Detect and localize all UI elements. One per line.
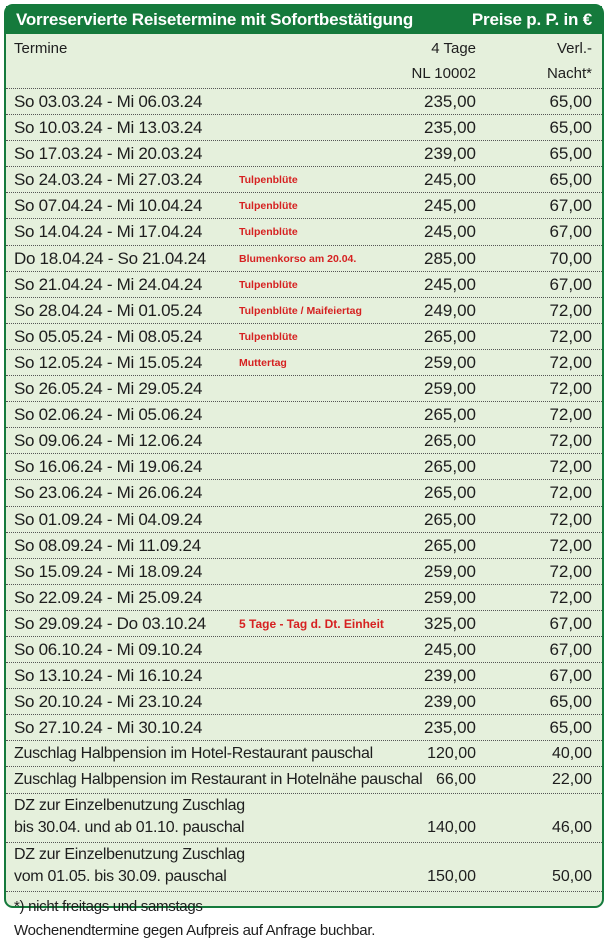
table-row <box>6 219 602 245</box>
price-verl-nacht: 65,00 <box>549 118 592 138</box>
table-row <box>6 767 602 793</box>
price-4-tage: 259,00 <box>424 352 476 372</box>
price-verl-nacht: 72,00 <box>549 457 592 477</box>
price-4-tage: 265,00 <box>424 535 476 555</box>
price-4-tage: 325,00 <box>424 613 476 633</box>
price-verl-nacht: 72,00 <box>549 379 592 399</box>
date-range: So 13.10.24 - Mi 16.10.24 <box>14 666 203 686</box>
price-4-tage: 259,00 <box>424 379 476 399</box>
date-rows <box>6 89 602 741</box>
event-note: Tulpenblüte <box>239 200 298 213</box>
table-row <box>6 843 602 892</box>
event-note: Blumenkorso am 20.04. <box>239 252 357 265</box>
price-unit-label: Preise p. P. in € <box>471 10 592 29</box>
price-verl-nacht: 72,00 <box>549 431 592 451</box>
table-row <box>6 272 602 298</box>
footnote-weekend: Wochenendtermine gegen Aufpreis auf Anfrage buchbar. <box>14 921 376 939</box>
price-4-tage: 259,00 <box>424 561 476 581</box>
date-range: So 22.09.24 - Mi 25.09.24 <box>14 587 203 607</box>
col-4-tage: 4 Tage <box>431 40 476 57</box>
price-4-tage: 245,00 <box>424 639 476 659</box>
price-verl-nacht: 67,00 <box>549 639 592 659</box>
price-4-tage: 249,00 <box>424 300 476 320</box>
price-4-tage: 245,00 <box>424 196 476 216</box>
single-use-label: DZ zur Einzelbenutzung Zuschlag <box>14 845 245 863</box>
price-4-tage: 265,00 <box>424 405 476 425</box>
event-note: Tulpenblüte <box>239 226 298 239</box>
table-row <box>6 167 602 193</box>
single-use-label: DZ zur Einzelbenutzung Zuschlag <box>14 796 245 814</box>
date-range: So 17.03.24 - Mi 20.03.24 <box>14 144 203 164</box>
price-verl-nacht: 50,00 <box>551 867 592 885</box>
price-verl-nacht: 72,00 <box>549 405 592 425</box>
table-header-bar <box>6 6 602 34</box>
date-range: So 10.03.24 - Mi 13.03.24 <box>14 118 203 138</box>
table-row <box>6 663 602 689</box>
table-row <box>6 794 602 843</box>
price-4-tage: 285,00 <box>424 248 476 268</box>
date-range: So 06.10.24 - Mi 09.10.24 <box>14 639 203 659</box>
price-verl-nacht: 72,00 <box>549 300 592 320</box>
price-verl-nacht: 72,00 <box>549 509 592 529</box>
date-range: So 09.06.24 - Mi 12.06.24 <box>14 431 203 451</box>
date-range: So 15.09.24 - Mi 18.09.24 <box>14 561 203 581</box>
price-table-card <box>4 4 604 939</box>
single-use-period: bis 30.04. und ab 01.10. pauschal <box>14 818 245 836</box>
date-range: So 28.04.24 - Mi 01.05.24 <box>14 300 203 320</box>
price-verl-nacht: 67,00 <box>549 196 592 216</box>
price-verl-nacht: 72,00 <box>549 352 592 372</box>
single-use-period: vom 01.05. bis 30.09. pauschal <box>14 867 227 885</box>
date-range: So 14.04.24 - Mi 17.04.24 <box>14 222 203 242</box>
event-note: Muttertag <box>239 356 287 369</box>
date-range: So 03.03.24 - Mi 06.03.24 <box>14 92 203 111</box>
price-4-tage: 235,00 <box>424 92 476 111</box>
date-range: So 23.06.24 - Mi 26.06.24 <box>14 483 203 503</box>
col-nl-code: NL 10002 <box>411 65 476 82</box>
date-range: So 02.06.24 - Mi 05.06.24 <box>14 405 203 425</box>
price-4-tage: 239,00 <box>424 144 476 164</box>
price-verl-nacht: 70,00 <box>549 248 592 268</box>
date-range: So 20.10.24 - Mi 23.10.24 <box>14 692 203 712</box>
col-nacht: Nacht* <box>546 65 592 82</box>
price-verl-nacht: 46,00 <box>551 818 592 836</box>
event-note: Tulpenblüte / Maifeiertag <box>239 304 362 317</box>
col-verl: Verl.- <box>556 40 592 57</box>
table-row <box>6 376 602 402</box>
price-verl-nacht: 72,00 <box>549 587 592 607</box>
table-row <box>6 611 602 637</box>
price-4-tage: 239,00 <box>424 692 476 712</box>
table-row <box>6 402 602 428</box>
table-row <box>6 141 602 167</box>
price-4-tage: 245,00 <box>424 274 476 294</box>
date-range: So 29.09.24 - Do 03.10.24 <box>14 613 206 633</box>
table-row <box>6 741 602 767</box>
event-note: Tulpenblüte <box>239 330 298 343</box>
price-verl-nacht: 72,00 <box>549 561 592 581</box>
table-row <box>6 454 602 480</box>
price-verl-nacht: 65,00 <box>549 692 592 712</box>
event-note: Tulpenblüte <box>239 278 298 291</box>
price-4-tage: 265,00 <box>424 457 476 477</box>
table-row <box>6 507 602 533</box>
table-row <box>6 637 602 663</box>
table-row <box>6 715 602 741</box>
table-row <box>6 246 602 272</box>
table-row <box>6 585 602 611</box>
date-range: So 27.10.24 - Mi 30.10.24 <box>14 718 203 738</box>
price-verl-nacht: 65,00 <box>549 144 592 164</box>
price-4-tage: 66,00 <box>435 771 476 789</box>
date-range: So 08.09.24 - Mi 11.09.24 <box>14 535 201 555</box>
table-row <box>6 428 602 454</box>
table-row <box>6 480 602 506</box>
price-verl-nacht: 22,00 <box>551 771 592 789</box>
table-row <box>6 533 602 559</box>
price-verl-nacht: 67,00 <box>549 666 592 686</box>
price-verl-nacht: 67,00 <box>549 222 592 242</box>
date-range: So 26.05.24 - Mi 29.05.24 <box>14 379 203 399</box>
price-4-tage: 235,00 <box>424 118 476 138</box>
price-verl-nacht: 67,00 <box>549 613 592 633</box>
footnote-weekday: *) nicht freitags und samstags <box>14 897 203 915</box>
date-range: So 05.05.24 - Mi 08.05.24 <box>14 326 203 346</box>
date-range: So 01.09.24 - Mi 04.09.24 <box>14 509 203 529</box>
price-4-tage: 259,00 <box>424 587 476 607</box>
price-4-tage: 150,00 <box>427 867 476 885</box>
date-range: So 24.03.24 - Mi 27.03.24 <box>14 170 203 190</box>
price-verl-nacht: 72,00 <box>549 326 592 346</box>
price-4-tage: 245,00 <box>424 222 476 242</box>
price-verl-nacht: 65,00 <box>549 718 592 738</box>
price-4-tage: 245,00 <box>424 170 476 190</box>
col-termine: Termine <box>14 40 68 57</box>
column-headers <box>6 34 602 89</box>
price-verl-nacht: 40,00 <box>551 745 592 763</box>
event-note: Tulpenblüte <box>239 174 298 187</box>
price-verl-nacht: 72,00 <box>549 483 592 503</box>
table-row <box>6 559 602 585</box>
table-title: Vorreservierte Reisetermine mit Sofortbestätigung <box>16 10 414 29</box>
date-range: Do 18.04.24 - So 21.04.24 <box>14 248 206 268</box>
price-4-tage: 235,00 <box>424 718 476 738</box>
price-4-tage: 239,00 <box>424 666 476 686</box>
date-range: So 07.04.24 - Mi 10.04.24 <box>14 196 203 216</box>
price-4-tage: 265,00 <box>424 509 476 529</box>
surcharge-rows <box>6 741 602 891</box>
price-verl-nacht: 67,00 <box>549 274 592 294</box>
price-4-tage: 265,00 <box>424 483 476 503</box>
surcharge-label: Zuschlag Halbpension im Restaurant in Hotelnähe pauschal <box>14 771 423 789</box>
price-verl-nacht: 65,00 <box>549 170 592 190</box>
date-range: So 21.04.24 - Mi 24.04.24 <box>14 274 203 294</box>
table-row <box>6 350 602 376</box>
price-verl-nacht: 65,00 <box>549 92 592 111</box>
table-row <box>6 298 602 324</box>
surcharge-label: Zuschlag Halbpension im Hotel-Restaurant pauschal <box>14 745 373 763</box>
price-4-tage: 120,00 <box>427 745 476 763</box>
footnotes <box>6 895 602 943</box>
price-4-tage: 140,00 <box>427 818 476 836</box>
date-range: So 12.05.24 - Mi 15.05.24 <box>14 352 203 372</box>
table-row <box>6 324 602 350</box>
price-verl-nacht: 72,00 <box>549 535 592 555</box>
table-row <box>6 193 602 219</box>
event-note: 5 Tage - Tag d. Dt. Einheit <box>239 616 384 631</box>
table-row <box>6 89 602 115</box>
price-4-tage: 265,00 <box>424 431 476 451</box>
table-row <box>6 689 602 715</box>
table-row <box>6 115 602 141</box>
date-range: So 16.06.24 - Mi 19.06.24 <box>14 457 203 477</box>
price-4-tage: 265,00 <box>424 326 476 346</box>
